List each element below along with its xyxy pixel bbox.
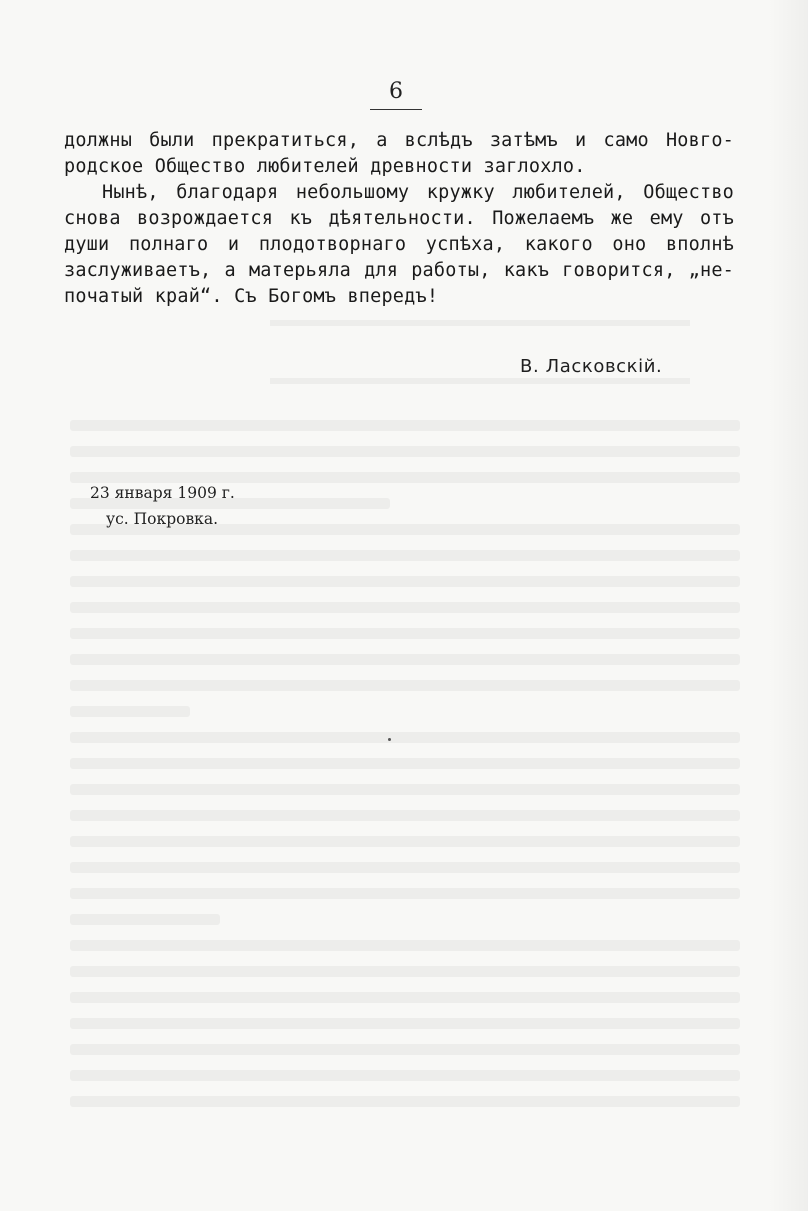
place-line: ус. Покровка. bbox=[106, 510, 219, 528]
bleed-line bbox=[70, 914, 220, 925]
bleed-line bbox=[70, 758, 740, 769]
page-number-rule bbox=[370, 109, 422, 110]
bleed-line bbox=[70, 1018, 740, 1029]
page-number: 6 bbox=[389, 79, 403, 104]
bleed-line bbox=[70, 446, 740, 457]
author-signature: В. Ласковскій. bbox=[520, 356, 663, 377]
bleed-line bbox=[70, 1096, 740, 1107]
bleed-line bbox=[70, 602, 740, 613]
bleed-line bbox=[70, 654, 740, 665]
bleed-line bbox=[70, 1044, 740, 1055]
bleed-line bbox=[70, 940, 740, 951]
bleed-line bbox=[70, 732, 740, 743]
bleed-line bbox=[70, 550, 740, 561]
bleed-line bbox=[70, 576, 740, 587]
bleed-line bbox=[70, 888, 740, 899]
text-line: Нынѣ, благодаря небольшому кружку любителей, Общество bbox=[102, 182, 734, 203]
text-line: души полнаго и плодотворнаго успѣха, какого оно вполнѣ bbox=[64, 234, 734, 255]
bleed-line bbox=[70, 472, 740, 483]
bleed-line bbox=[70, 1070, 740, 1081]
page-edge-shadow bbox=[768, 0, 808, 1211]
paper-speck bbox=[388, 738, 391, 741]
bleed-line bbox=[70, 966, 740, 977]
bleed-line bbox=[70, 810, 740, 821]
date-line: 23 января 1909 г. bbox=[90, 484, 235, 502]
body-text bbox=[64, 128, 734, 310]
bleed-line bbox=[70, 862, 740, 873]
reverse-side-bleed-through bbox=[70, 300, 740, 1160]
text-line: должны были прекратиться, а вслѣдъ затѣмъ и само Новго- bbox=[64, 130, 734, 151]
text-line: заслуживаетъ, а матерьяла для работы, какъ говорится, „не- bbox=[64, 260, 734, 281]
bleed-line bbox=[70, 420, 740, 431]
text-line: початый край“. Съ Богомъ впередъ! bbox=[64, 286, 439, 307]
text-line: снова возрождается къ дѣятельности. Пожелаемъ же ему отъ bbox=[64, 208, 734, 229]
bleed-line bbox=[70, 628, 740, 639]
bleed-line bbox=[70, 992, 740, 1003]
bleed-line bbox=[70, 680, 740, 691]
bleed-line bbox=[70, 836, 740, 847]
bleed-line bbox=[70, 784, 740, 795]
text-line: родское Общество любителей древности заглохло. bbox=[64, 156, 586, 177]
bleed-line bbox=[70, 706, 190, 717]
